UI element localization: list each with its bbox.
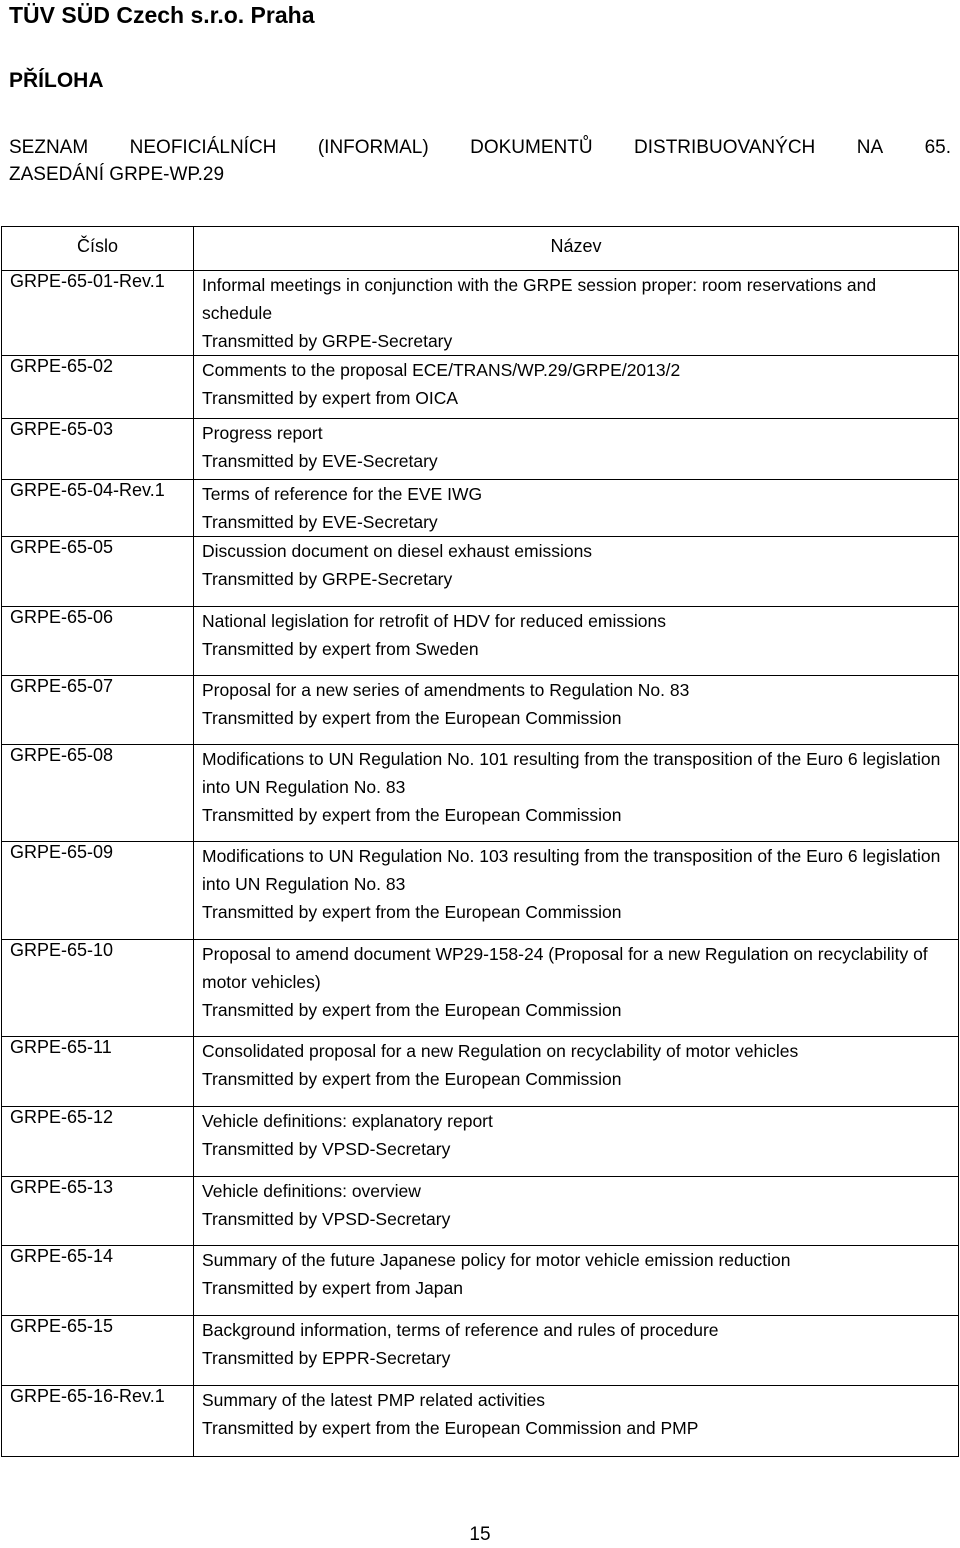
document-name-cell: [194, 607, 959, 676]
document-name-cell: [194, 1316, 959, 1386]
table-row: [2, 271, 959, 356]
table-header-row: [2, 227, 959, 271]
transmitted-by: Transmitted by GRPE-Secretary: [202, 569, 453, 589]
document-title: Proposal for a new series of amendments to Regulation No. 83: [202, 680, 690, 700]
document-number: GRPE-65-07: [2, 676, 194, 745]
document-title: Vehicle definitions: overview: [202, 1181, 421, 1201]
table-row: [2, 356, 959, 419]
document-name-cell: [194, 940, 959, 1037]
table-row: [2, 537, 959, 607]
document-name-cell: [194, 419, 959, 480]
document-name-cell: [194, 676, 959, 745]
table-row: [2, 1246, 959, 1316]
transmitted-by: Transmitted by expert from Sweden: [202, 639, 479, 659]
document-number: GRPE-65-05: [2, 537, 194, 607]
table-row: [2, 940, 959, 1037]
document-name-cell: [194, 1246, 959, 1316]
document-title: Proposal to amend document WP29-158-24 (Proposal for a new Regulation on recyclability of motor vehicles): [202, 944, 928, 992]
table-body: [2, 271, 959, 1457]
list-heading: [9, 134, 951, 188]
list-heading-line1: [9, 134, 951, 161]
document-number: GRPE-65-10: [2, 940, 194, 1037]
table-row: [2, 1107, 959, 1177]
document-name-cell: [194, 1107, 959, 1177]
document-number: GRPE-65-12: [2, 1107, 194, 1177]
document-number: GRPE-65-15: [2, 1316, 194, 1386]
heading-word: DISTRIBUOVANÝCH: [634, 137, 816, 158]
organization-title: TÜV SÜD Czech s.r.o. Praha: [9, 2, 315, 28]
document-title: Informal meetings in conjunction with the GRPE session proper: room reservations and schedule: [202, 275, 877, 323]
transmitted-by: Transmitted by VPSD-Secretary: [202, 1209, 451, 1229]
transmitted-by: Transmitted by EPPR-Secretary: [202, 1348, 451, 1368]
transmitted-by: Transmitted by expert from OICA: [202, 388, 459, 408]
transmitted-by: Transmitted by EVE-Secretary: [202, 512, 438, 532]
transmitted-by: Transmitted by expert from the European Commission: [202, 1000, 622, 1020]
transmitted-by: Transmitted by GRPE-Secretary: [202, 331, 453, 351]
table-row: [2, 419, 959, 480]
document-number: GRPE-65-14: [2, 1246, 194, 1316]
document-name-cell: [194, 745, 959, 842]
document-number: GRPE-65-01-Rev.1: [2, 271, 194, 356]
document-title: Consolidated proposal for a new Regulation on recyclability of motor vehicles: [202, 1041, 799, 1061]
document-title: Modifications to UN Regulation No. 101 resulting from the transposition of the Euro 6 legislation into UN Regulation No. 83: [202, 749, 941, 797]
document-title: National legislation for retrofit of HDV for reduced emissions: [202, 611, 666, 631]
heading-word: NEOFICIÁLNÍCH: [129, 137, 277, 158]
table-row: [2, 1177, 959, 1246]
header-number: Číslo: [2, 227, 194, 271]
table-row: [2, 607, 959, 676]
page-number: 15: [469, 1524, 491, 1545]
document-number: GRPE-65-03: [2, 419, 194, 480]
table-row: [2, 1386, 959, 1457]
table-row: [2, 480, 959, 537]
transmitted-by: Transmitted by expert from the European Commission: [202, 902, 622, 922]
document-title: Background information, terms of reference and rules of procedure: [202, 1320, 719, 1340]
table-row: [2, 745, 959, 842]
table-row: [2, 1037, 959, 1107]
list-heading-line2: ZASEDÁNÍ GRPE-WP.29: [9, 164, 225, 185]
document-name-cell: [194, 537, 959, 607]
document-name-cell: [194, 842, 959, 940]
table-row: [2, 676, 959, 745]
document-title: Modifications to UN Regulation No. 103 resulting from the transposition of the Euro 6 legislation into UN Regulation No. 83: [202, 846, 941, 894]
heading-word: DOKUMENTŮ: [470, 137, 593, 158]
transmitted-by: Transmitted by EVE-Secretary: [202, 451, 438, 471]
document-number: GRPE-65-08: [2, 745, 194, 842]
document-title: Discussion document on diesel exhaust emissions: [202, 541, 593, 561]
transmitted-by: Transmitted by VPSD-Secretary: [202, 1139, 451, 1159]
transmitted-by: Transmitted by expert from Japan: [202, 1278, 463, 1298]
document-name-cell: [194, 271, 959, 356]
transmitted-by: Transmitted by expert from the European Commission and PMP: [202, 1418, 699, 1438]
transmitted-by: Transmitted by expert from the European Commission: [202, 805, 622, 825]
table-row: [2, 842, 959, 940]
document-number: GRPE-65-11: [2, 1037, 194, 1107]
document-number: GRPE-65-16-Rev.1: [2, 1386, 194, 1457]
document-title: Comments to the proposal ECE/TRANS/WP.29/GRPE/2013/2: [202, 360, 681, 380]
heading-word: (INFORMAL): [317, 137, 429, 158]
document-title: Summary of the future Japanese policy for motor vehicle emission reduction: [202, 1250, 791, 1270]
document-title: Progress report: [202, 423, 323, 443]
document-number: GRPE-65-02: [2, 356, 194, 419]
document-name-cell: [194, 480, 959, 537]
document-name-cell: [194, 1386, 959, 1457]
documents-table: [1, 226, 959, 1457]
transmitted-by: Transmitted by expert from the European Commission: [202, 708, 622, 728]
transmitted-by: Transmitted by expert from the European Commission: [202, 1069, 622, 1089]
heading-word: NA: [856, 137, 884, 158]
document-name-cell: [194, 1037, 959, 1107]
document-name-cell: [194, 356, 959, 419]
header-name: Název: [194, 227, 959, 271]
document-name-cell: [194, 1177, 959, 1246]
document-title: Vehicle definitions: explanatory report: [202, 1111, 493, 1131]
document-number: GRPE-65-09: [2, 842, 194, 940]
document-number: GRPE-65-13: [2, 1177, 194, 1246]
document-title: Summary of the latest PMP related activities: [202, 1390, 546, 1410]
heading-word: SEZNAM: [9, 137, 89, 158]
document-title: Terms of reference for the EVE IWG: [202, 484, 483, 504]
annex-heading: PŘÍLOHA: [9, 69, 104, 92]
table-row: [2, 1316, 959, 1386]
heading-word: 65.: [924, 137, 951, 158]
document-number: GRPE-65-04-Rev.1: [2, 480, 194, 537]
document-number: GRPE-65-06: [2, 607, 194, 676]
